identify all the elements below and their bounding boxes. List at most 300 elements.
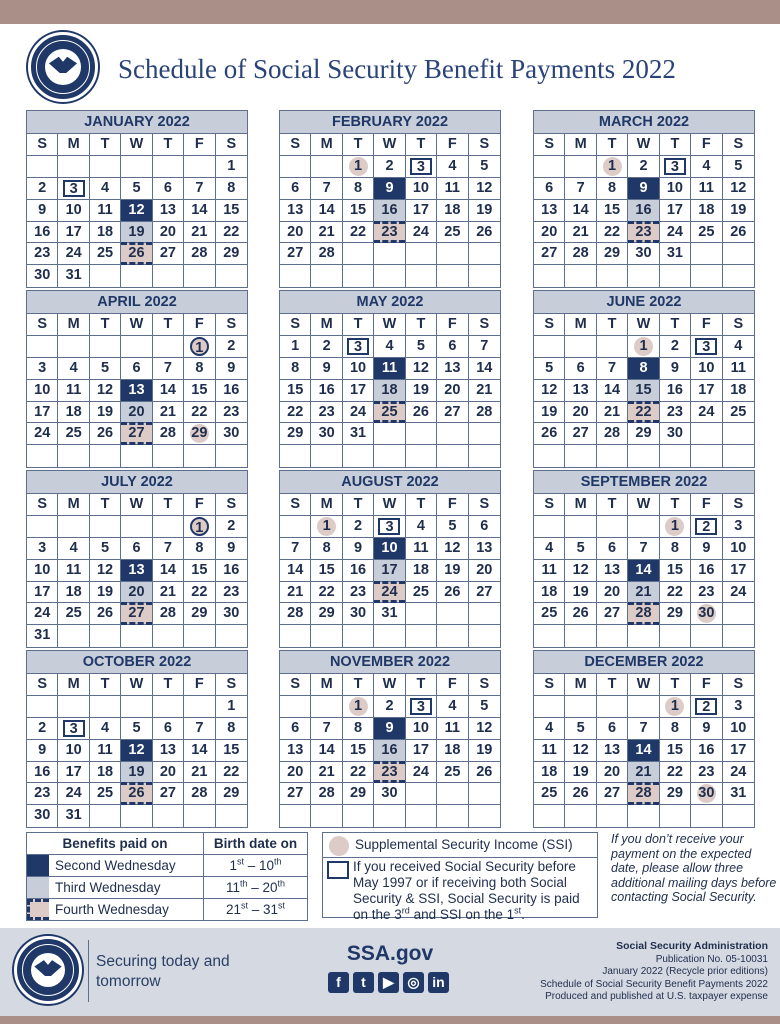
day-number: 13 [159, 741, 176, 758]
day-cell [153, 200, 184, 222]
publication-info: Social Security Administration Publication No. 05-10031 January 2022 (Recycle prior editions) Schedule of Social Security Benefit Payments 2022 Produced and published at U.S. taxpayer expense [540, 940, 768, 1002]
day-cell [311, 582, 342, 604]
day-cell [311, 402, 342, 424]
day-cell [597, 560, 628, 582]
day-number: 6 [608, 719, 617, 736]
day-cell [437, 156, 468, 178]
day-cell [469, 762, 500, 784]
day-cell [311, 560, 342, 582]
day-cell [469, 222, 500, 244]
day-number: 2 [639, 157, 648, 174]
month-calendar [279, 110, 501, 288]
day-number: 19 [444, 561, 461, 578]
weekday-header: T [153, 134, 184, 156]
day-number: 6 [608, 539, 617, 556]
day-cell [343, 200, 374, 222]
day-cell [437, 380, 468, 402]
day-cell [90, 222, 121, 244]
month-title: AUGUST 2022 [280, 471, 500, 494]
empty-cell [691, 805, 722, 827]
day-number: 5 [101, 539, 110, 556]
weekday-header: T [153, 314, 184, 336]
day-number: 2 [385, 697, 394, 714]
day-cell [469, 582, 500, 604]
day-cell [534, 243, 565, 265]
empty-cell [660, 805, 691, 827]
empty-cell [343, 805, 374, 827]
empty-cell [723, 423, 754, 445]
day-cell [90, 783, 121, 805]
day-number: 15 [635, 381, 652, 398]
day-number: 17 [412, 201, 429, 218]
empty-cell [27, 156, 58, 178]
weekday-header: S [534, 494, 565, 516]
day-number: 3 [410, 698, 432, 715]
weekday-header: W [121, 314, 152, 336]
day-cell [311, 718, 342, 740]
day-number: 15 [666, 741, 683, 758]
empty-cell [565, 445, 596, 467]
day-cell [597, 603, 628, 625]
day-number: 26 [96, 605, 114, 622]
weekday-header: T [660, 674, 691, 696]
day-number: 18 [541, 583, 558, 600]
day-cell [311, 222, 342, 244]
day-number: 16 [381, 741, 398, 758]
day-cell [121, 762, 152, 784]
empty-cell [437, 243, 468, 265]
day-cell [343, 222, 374, 244]
day-number: 2 [695, 518, 717, 535]
day-cell [406, 582, 437, 604]
day-number: 16 [34, 763, 51, 780]
day-cell [534, 222, 565, 244]
day-number: 4 [702, 157, 711, 174]
linkedin-icon[interactable]: in [428, 972, 449, 993]
day-cell [565, 783, 596, 805]
day-cell [27, 625, 58, 647]
day-cell [216, 783, 247, 805]
day-number: 4 [416, 517, 425, 534]
day-cell [691, 358, 722, 380]
empty-cell [691, 265, 722, 287]
day-cell [58, 222, 89, 244]
day-cell [216, 200, 247, 222]
day-cell [280, 423, 311, 445]
day-cell [628, 243, 659, 265]
day-number: 27 [287, 785, 304, 802]
day-number: 7 [195, 179, 204, 196]
day-number: 1 [634, 337, 653, 356]
empty-cell [406, 603, 437, 625]
day-cell [121, 380, 152, 402]
day-cell [121, 402, 152, 424]
empty-cell [311, 265, 342, 287]
day-number: 23 [34, 245, 51, 262]
day-number: 4 [385, 337, 394, 354]
empty-cell [723, 445, 754, 467]
empty-cell [534, 696, 565, 718]
day-cell [121, 740, 152, 762]
empty-cell [184, 805, 215, 827]
day-cell [27, 740, 58, 762]
empty-cell [58, 336, 89, 358]
day-cell [723, 402, 754, 424]
day-cell [406, 696, 437, 718]
day-cell [406, 222, 437, 244]
day-cell [311, 243, 342, 265]
day-number: 9 [322, 359, 331, 376]
day-number: 1 [291, 337, 300, 354]
day-number: 30 [318, 425, 335, 442]
empty-cell [437, 265, 468, 287]
empty-cell [374, 243, 405, 265]
day-number: 30 [666, 425, 683, 442]
day-number: 9 [227, 359, 236, 376]
weekday-header: F [184, 134, 215, 156]
day-cell [184, 516, 215, 538]
day-number: 12 [128, 201, 145, 218]
day-number: 23 [635, 223, 652, 240]
day-cell [406, 560, 437, 582]
empty-cell [534, 336, 565, 358]
empty-cell [406, 265, 437, 287]
day-cell [691, 582, 722, 604]
empty-cell [121, 805, 152, 827]
empty-cell [534, 625, 565, 647]
day-number: 10 [381, 539, 398, 556]
empty-cell [90, 516, 121, 538]
day-cell [343, 538, 374, 560]
day-cell [27, 402, 58, 424]
day-cell [90, 603, 121, 625]
ssi-legend-label: Supplemental Security Income (SSI) [355, 837, 573, 852]
day-number: 13 [128, 381, 145, 398]
empty-cell [597, 336, 628, 358]
day-cell [90, 423, 121, 445]
day-number: 1 [665, 697, 684, 716]
day-number: 26 [412, 403, 429, 420]
empty-cell [628, 625, 659, 647]
day-number: 7 [608, 359, 617, 376]
day-number: 17 [349, 381, 367, 398]
empty-cell [280, 805, 311, 827]
day-cell [121, 243, 152, 265]
day-number: 25 [412, 583, 429, 600]
day-number: 18 [96, 223, 114, 240]
day-cell [216, 582, 247, 604]
day-number: 16 [223, 381, 240, 398]
day-cell [121, 560, 152, 582]
day-number: 31 [381, 605, 398, 622]
day-cell [153, 222, 184, 244]
second-wednesday-swatch [27, 855, 49, 876]
weekday-header: S [216, 314, 247, 336]
day-cell [121, 200, 152, 222]
day-cell [691, 603, 722, 625]
weekday-header: F [184, 314, 215, 336]
day-cell [153, 358, 184, 380]
day-cell [374, 156, 405, 178]
weekday-header: W [628, 134, 659, 156]
day-cell [90, 582, 121, 604]
day-number: 26 [96, 425, 114, 442]
day-cell [565, 538, 596, 560]
weekday-header: M [58, 134, 89, 156]
social-links [328, 972, 449, 993]
day-number: 28 [159, 605, 176, 622]
day-number: 7 [322, 719, 331, 736]
day-number: 8 [195, 359, 204, 376]
day-cell [311, 762, 342, 784]
day-number: 30 [223, 605, 240, 622]
day-number: 24 [698, 403, 715, 420]
day-cell [280, 740, 311, 762]
weekday-header: S [534, 134, 565, 156]
day-cell [660, 718, 691, 740]
day-cell [90, 718, 121, 740]
month-title: SEPTEMBER 2022 [534, 471, 754, 494]
empty-cell [660, 445, 691, 467]
empty-cell [27, 516, 58, 538]
day-cell [406, 718, 437, 740]
day-number: 9 [38, 201, 47, 218]
empty-cell [184, 696, 215, 718]
day-number: 26 [444, 583, 461, 600]
day-cell [121, 358, 152, 380]
weekday-header: T [90, 674, 121, 696]
day-cell [153, 783, 184, 805]
empty-cell [311, 445, 342, 467]
empty-cell [469, 445, 500, 467]
day-number: 23 [34, 785, 51, 802]
day-number: 2 [227, 517, 236, 534]
day-cell [343, 402, 374, 424]
empty-cell [184, 625, 215, 647]
empty-cell [374, 805, 405, 827]
day-number: 11 [97, 201, 113, 218]
empty-cell [406, 423, 437, 445]
day-cell [534, 178, 565, 200]
day-cell [27, 380, 58, 402]
mailing-note: If you don’t receive your payment on the expected date, please allow three additional mailing days before contacting Social Security. [611, 832, 777, 904]
day-cell [691, 560, 722, 582]
day-number: 10 [730, 539, 747, 556]
day-cell [58, 380, 89, 402]
day-cell [469, 718, 500, 740]
day-cell [628, 222, 659, 244]
day-number: 29 [603, 245, 621, 262]
day-cell [280, 402, 311, 424]
day-cell [184, 582, 215, 604]
weekday-header: M [565, 314, 596, 336]
day-cell [121, 222, 152, 244]
ssa-gov-link[interactable]: SSA.gov [346, 942, 434, 965]
day-number: 21 [318, 223, 335, 240]
facebook-icon[interactable]: f [328, 972, 349, 993]
day-number: 24 [730, 763, 747, 780]
weekday-header: F [184, 494, 215, 516]
day-cell [27, 222, 58, 244]
day-number: 12 [572, 741, 589, 758]
day-cell [406, 156, 437, 178]
empty-cell [90, 156, 121, 178]
day-cell [343, 603, 374, 625]
day-cell [534, 762, 565, 784]
day-number: 21 [603, 403, 621, 420]
month-title: JANUARY 2022 [27, 111, 247, 134]
empty-cell [184, 445, 215, 467]
day-number: 8 [670, 539, 679, 556]
day-cell [723, 696, 754, 718]
weekday-header: W [121, 494, 152, 516]
day-number: 18 [96, 763, 114, 780]
day-number: 13 [287, 201, 304, 218]
day-number: 31 [349, 425, 367, 442]
day-number: 16 [698, 561, 715, 578]
empty-cell [343, 265, 374, 287]
month-calendar [279, 650, 501, 828]
empty-cell [58, 445, 89, 467]
day-cell [628, 358, 659, 380]
day-cell [469, 516, 500, 538]
day-number: 26 [572, 785, 589, 802]
day-number: 8 [354, 179, 363, 196]
empty-cell [597, 445, 628, 467]
empty-cell [27, 445, 58, 467]
day-number: 8 [354, 719, 363, 736]
day-cell [534, 740, 565, 762]
day-number: 24 [349, 403, 367, 420]
empty-cell [469, 603, 500, 625]
day-cell [628, 603, 659, 625]
empty-cell [691, 423, 722, 445]
day-cell [184, 336, 215, 358]
day-number: 25 [541, 785, 558, 802]
day-cell [597, 380, 628, 402]
day-number: 16 [318, 381, 335, 398]
empty-cell [90, 805, 121, 827]
day-number: 13 [159, 201, 176, 218]
weekday-header: F [437, 494, 468, 516]
weekday-header: T [343, 134, 374, 156]
day-number: 27 [128, 605, 145, 622]
day-cell [280, 222, 311, 244]
empty-cell [153, 625, 184, 647]
day-number: 10 [34, 561, 51, 578]
weekday-header: T [343, 674, 374, 696]
day-number: 15 [191, 561, 208, 578]
day-cell [691, 200, 722, 222]
day-cell [437, 762, 468, 784]
day-number: 14 [603, 381, 621, 398]
day-cell [565, 718, 596, 740]
day-cell [216, 696, 247, 718]
weekday-header: F [184, 674, 215, 696]
day-number: 9 [702, 539, 711, 556]
day-number: 10 [65, 201, 82, 218]
day-number: 27 [476, 583, 493, 600]
empty-cell [723, 805, 754, 827]
day-cell [27, 582, 58, 604]
ssi-circle-swatch [329, 836, 349, 856]
day-number: 20 [572, 403, 589, 420]
day-cell [27, 805, 58, 827]
instagram-icon[interactable]: ◎ [403, 972, 424, 993]
day-cell [534, 200, 565, 222]
day-number: 23 [698, 763, 715, 780]
empty-cell [184, 156, 215, 178]
empty-cell [374, 265, 405, 287]
day-number: 2 [38, 179, 47, 196]
youtube-icon[interactable]: ▶ [378, 972, 399, 993]
day-number: 11 [65, 381, 82, 398]
day-number: 6 [163, 719, 172, 736]
day-cell [565, 380, 596, 402]
weekday-header: M [565, 494, 596, 516]
day-number: 30 [381, 785, 398, 802]
empty-cell [437, 805, 468, 827]
day-cell [153, 718, 184, 740]
empty-cell [628, 265, 659, 287]
day-number: 29 [666, 605, 683, 622]
day-cell [374, 222, 405, 244]
weekday-header: T [90, 494, 121, 516]
day-cell [343, 358, 374, 380]
day-number: 23 [223, 583, 240, 600]
weekday-header: T [597, 674, 628, 696]
day-number: 15 [223, 741, 240, 758]
day-cell [90, 560, 121, 582]
day-cell [628, 582, 659, 604]
birth-range-2: 11th – 20th [225, 878, 286, 895]
day-number: 9 [385, 719, 394, 736]
weekday-header: T [597, 494, 628, 516]
day-cell [406, 336, 437, 358]
day-number: 8 [195, 539, 204, 556]
day-number: 21 [318, 763, 335, 780]
day-cell [153, 538, 184, 560]
day-number: 10 [65, 741, 82, 758]
day-number: 11 [541, 741, 557, 758]
day-cell [90, 178, 121, 200]
weekday-header: S [27, 494, 58, 516]
day-number: 13 [603, 561, 621, 578]
day-number: 28 [476, 403, 493, 420]
day-number: 17 [730, 561, 747, 578]
day-cell [660, 222, 691, 244]
day-number: 2 [354, 517, 363, 534]
day-cell [374, 538, 405, 560]
day-number: 24 [666, 223, 683, 240]
day-number: 30 [34, 807, 51, 824]
day-number: 14 [572, 201, 589, 218]
weekday-header: T [660, 134, 691, 156]
day-cell [565, 243, 596, 265]
day-cell [628, 740, 659, 762]
day-cell [437, 516, 468, 538]
day-cell [153, 740, 184, 762]
twitter-icon[interactable]: t [353, 972, 374, 993]
weekday-header: S [534, 674, 565, 696]
empty-cell [374, 423, 405, 445]
day-cell [58, 358, 89, 380]
empty-cell [691, 445, 722, 467]
day-number: 31 [65, 267, 82, 284]
day-cell [90, 538, 121, 560]
day-cell [469, 178, 500, 200]
day-cell [597, 762, 628, 784]
